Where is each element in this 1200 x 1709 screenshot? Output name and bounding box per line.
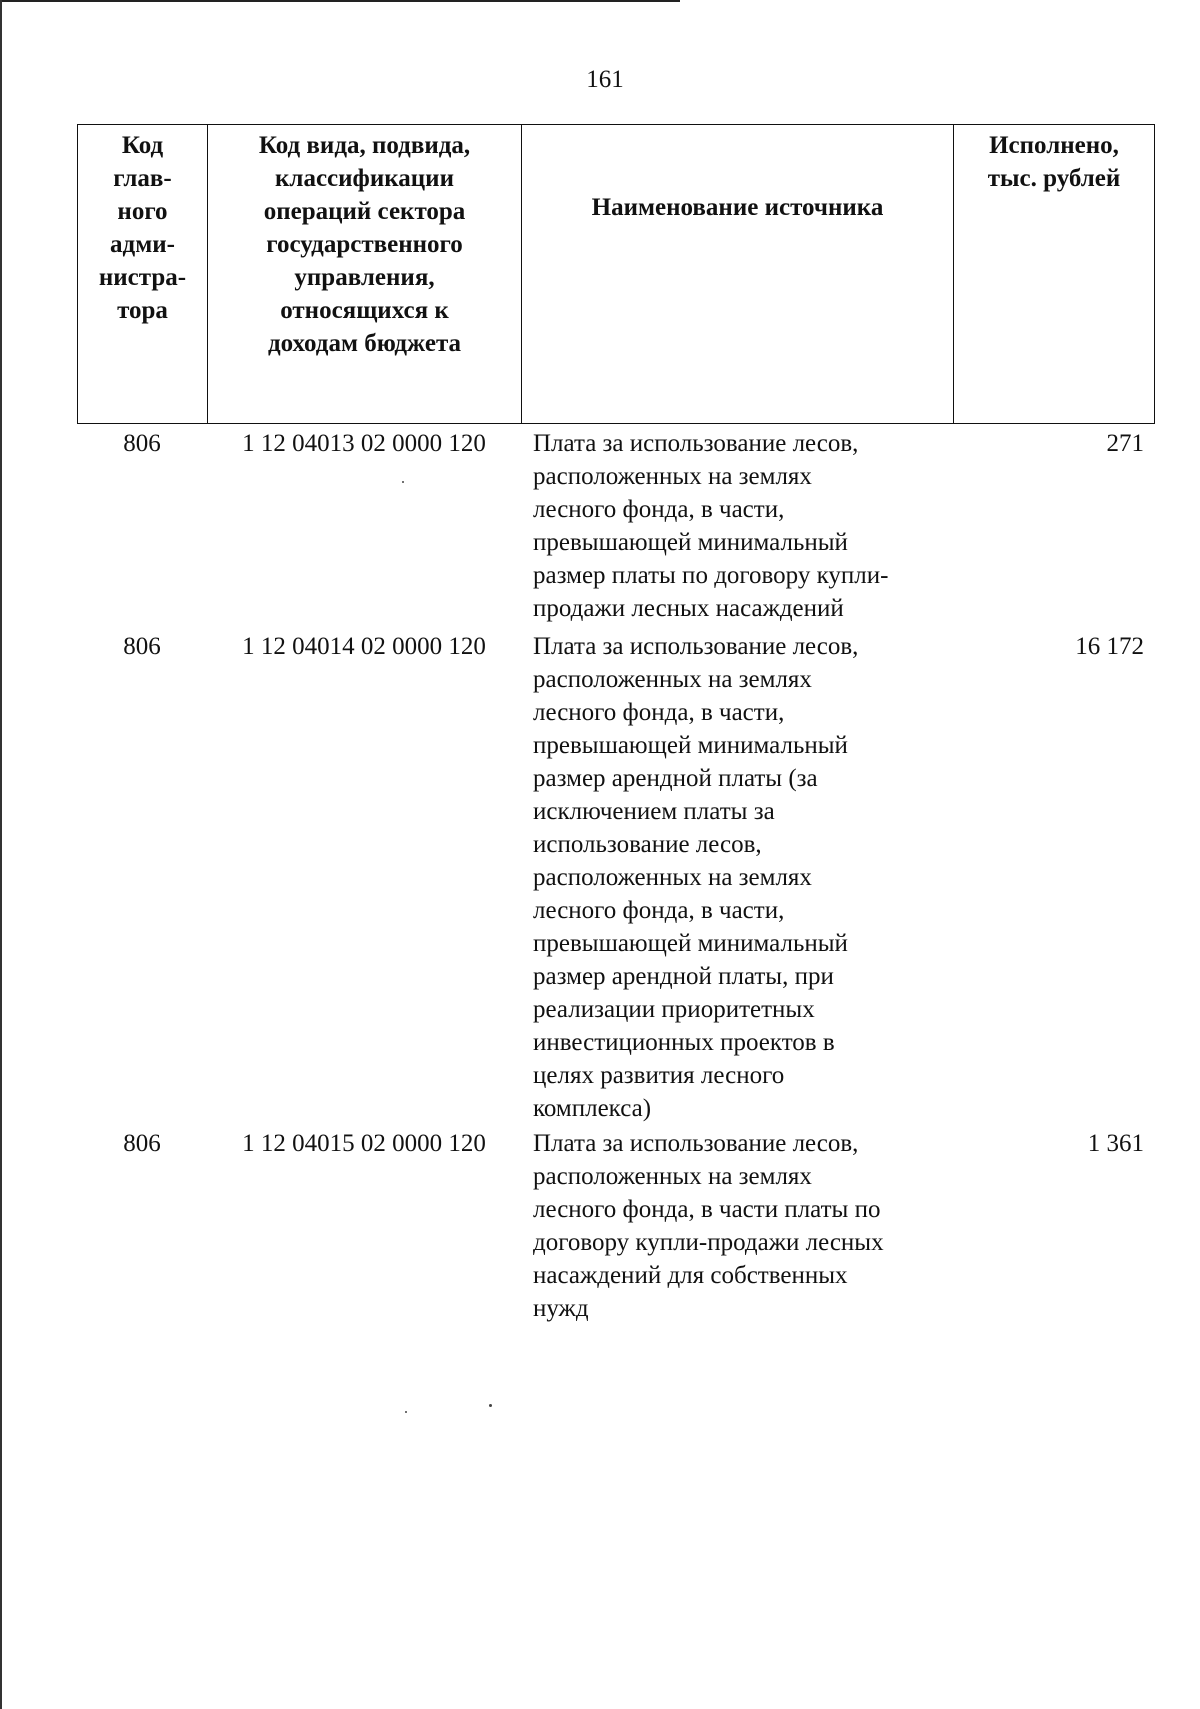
cell-admin-code: 806 xyxy=(123,1130,161,1157)
cell-source-name: Плата за использование лесов, расположенных на землях лесного фонда, в части платы по договору купли-продажи лесных насаждений для собственных нужд xyxy=(533,1130,884,1322)
cell-executed: 16 172 xyxy=(1075,633,1144,660)
cell-executed: 271 xyxy=(1106,430,1144,457)
cell-classification-code: 1 12 04013 02 0000 120 xyxy=(242,430,486,457)
table-row xyxy=(77,630,1154,1127)
cell-source-name: Плата за использование лесов, расположенных на землях лесного фонда, в части, превышающей минимальный размер арендной платы (за исключением платы за использование лесов, расположенных на землях лесного фонда, в части, превышающей минимальный размер арендной платы, при реализации приоритетных инвестиционных проектов в целях развития лесного комплекса) xyxy=(533,633,859,1122)
cell-classification-code: 1 12 04015 02 0000 120 xyxy=(242,1130,486,1157)
cell-classification-code: 1 12 04014 02 0000 120 xyxy=(242,633,486,660)
table-row xyxy=(77,427,1154,630)
table-row xyxy=(77,1127,1154,1327)
scan-speck xyxy=(402,481,404,483)
scan-speck xyxy=(489,1404,492,1407)
header-executed: Исполнено, тыс. рублей xyxy=(954,125,1155,424)
scan-edge-top xyxy=(0,0,680,2)
header-classification-code: Код вида, подвида, классификации операций сектора государственного управления, относящихся к доходам бюджета xyxy=(208,125,522,424)
header-admin-code: Код глав- ного адми- нистра- тора xyxy=(78,125,208,424)
page-number: 161 xyxy=(586,66,624,93)
table-header xyxy=(77,124,1155,424)
cell-source-name: Плата за использование лесов, расположенных на землях лесного фонда, в части, превышающей минимальный размер платы по договору купли- продажи лесных насаждений xyxy=(533,430,889,622)
cell-executed: 1 361 xyxy=(1087,1130,1144,1157)
scan-edge-left xyxy=(0,0,2,1709)
cell-admin-code: 806 xyxy=(123,633,161,660)
table-body xyxy=(77,427,1154,1327)
cell-admin-code: 806 xyxy=(123,430,161,457)
header-row xyxy=(78,125,1155,424)
header-source-name: Наименование источника xyxy=(522,125,954,424)
scan-speck xyxy=(405,1411,407,1413)
